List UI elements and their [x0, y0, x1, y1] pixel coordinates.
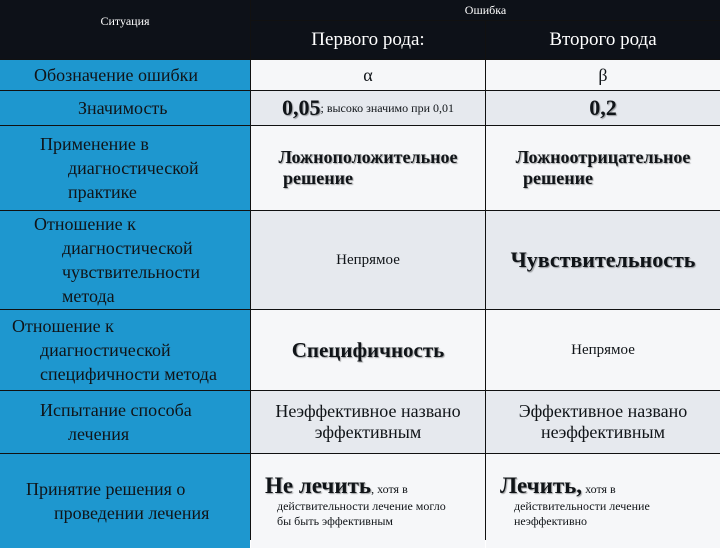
label-line: диагностической [68, 158, 199, 178]
row-label-sensitivity [0, 211, 250, 309]
row-label-application [0, 126, 250, 210]
row-label-text: Значимость [78, 98, 168, 118]
value-line: Неэффективное названо [275, 401, 461, 421]
situation-header-text: Ситуация [100, 14, 150, 28]
value-line: Ложноотрицательное [515, 147, 691, 167]
label-line: Испытание способа [40, 400, 192, 420]
specificity-second [486, 310, 720, 390]
treatment-trial-first [251, 391, 485, 453]
label-line: диагностической [40, 340, 171, 360]
error-title [251, 0, 720, 20]
significance-second [486, 91, 720, 125]
sensitivity-second [486, 211, 720, 309]
note-text: хотя в [582, 482, 616, 496]
situation-header [0, 0, 250, 59]
label-line: Применение в [40, 134, 149, 154]
first-kind-header [251, 21, 485, 59]
significance-note: ; высоко значимо при 0,01 [320, 100, 454, 115]
sub-line: действительности лечение могло [277, 499, 446, 513]
label-line: диагностической [62, 238, 193, 258]
treatment-decision-second [486, 454, 720, 548]
significance-value: 0,05 [281, 95, 321, 120]
significance-first [251, 91, 485, 125]
label-line: практике [68, 182, 137, 202]
row-label-treatment-trial [0, 391, 250, 453]
label-line: проведении лечения [54, 503, 210, 523]
label-line: специфичности метода [40, 364, 217, 384]
value-line: решение [283, 168, 353, 188]
label-line: Отношение к [34, 214, 136, 234]
label-line: Принятие решения о [26, 479, 186, 499]
do-not-treat-text: Не лечить [265, 473, 372, 498]
sub-line: бы быть эффективным [277, 514, 394, 528]
value-line: решение [523, 168, 593, 188]
specificity-first [251, 310, 485, 390]
row-label-text: Обозначение ошибки [34, 65, 198, 85]
significance-value-second: 0,2 [589, 95, 617, 120]
treatment-decision-first [251, 454, 485, 548]
value-line: эффективным [314, 422, 422, 442]
label-line: метода [62, 286, 115, 306]
row-label-treatment-decision [0, 454, 250, 548]
row-label-significance [0, 91, 250, 125]
application-first [251, 126, 485, 210]
designation-first [251, 60, 485, 90]
application-second [486, 126, 720, 210]
error-title-text: Ошибка [464, 2, 507, 17]
beta-symbol: β [598, 64, 608, 85]
note-text: , хотя в [371, 482, 408, 496]
alpha-symbol: α [363, 64, 373, 85]
sensitivity-first [251, 211, 485, 309]
value-line: Ложноположительное [278, 147, 458, 167]
row-label-specificity [0, 310, 250, 390]
value-line: неэффективным [540, 422, 666, 442]
label-line: лечения [68, 424, 130, 444]
treat-text: Лечить, [500, 473, 583, 498]
first-kind-text: Первого рода: [311, 29, 425, 50]
value-line: Эффективное названо [518, 401, 688, 421]
indirect-text: Непрямое [336, 251, 400, 268]
second-kind-text: Второго рода [549, 29, 657, 50]
label-line: Отношение к [12, 316, 114, 336]
specificity-text: Специфичность [291, 337, 445, 362]
sensitivity-text: Чувствительность [510, 247, 696, 272]
row-label-designation [0, 60, 250, 90]
sub-line: неэффективно [514, 514, 588, 528]
sub-line: действительности лечение [514, 499, 650, 513]
second-kind-header [486, 21, 720, 59]
designation-second [486, 60, 720, 90]
treatment-trial-second [486, 391, 720, 453]
label-line: чувствительности [62, 262, 201, 282]
indirect-text: Непрямое [571, 341, 635, 358]
